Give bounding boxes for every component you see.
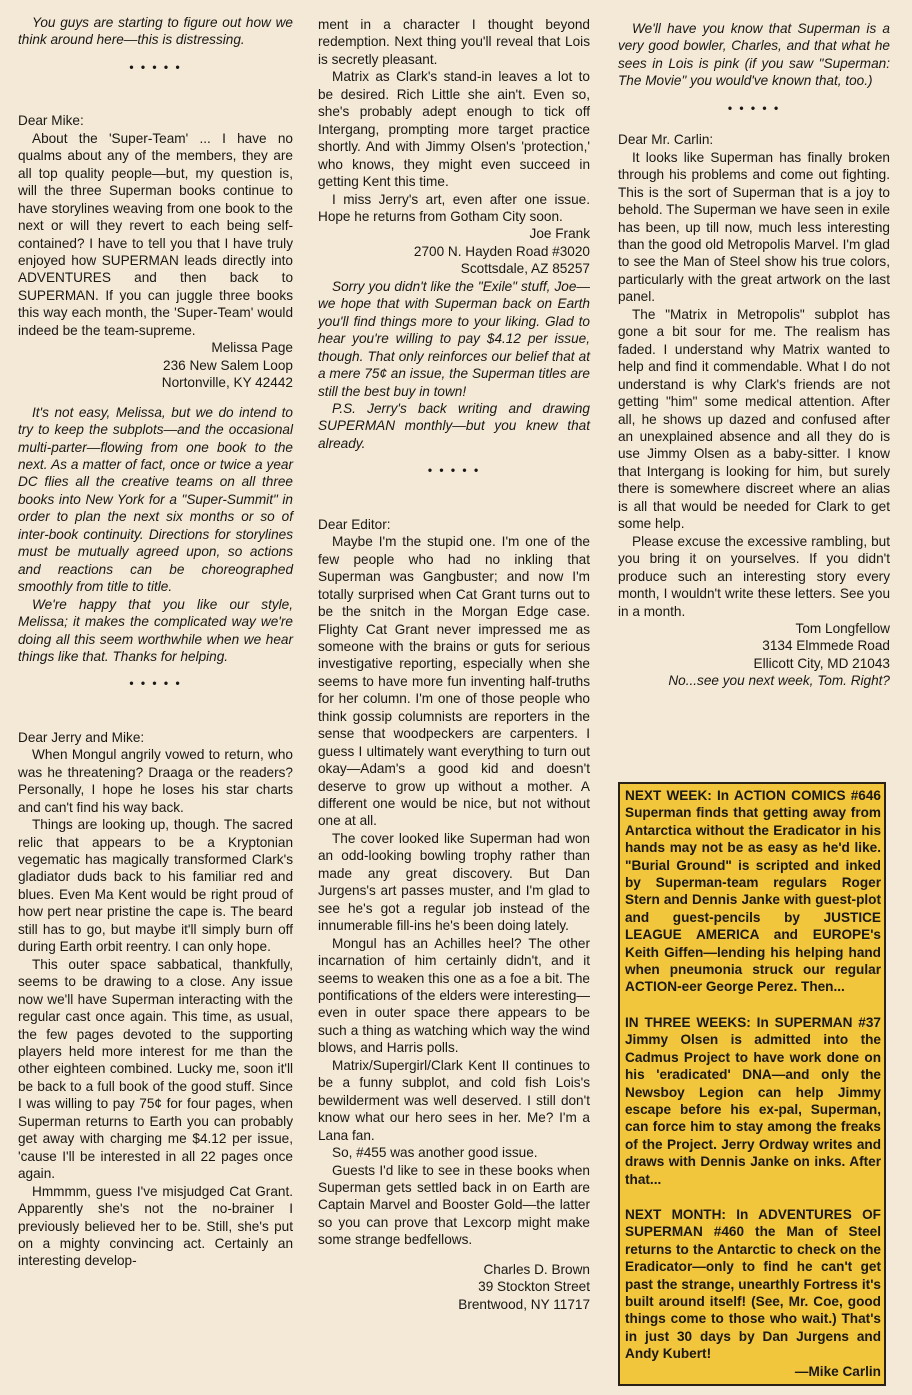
letter-paragraph: It looks like Superman has finally broken through his problems and come out fighting. This is the sort of Superman that is a joy to behold. The Superman we have seen in exile has been, up till now, much less interesting than the good old Metropolis Marvel. I'm glad to see the Man of Steel show his true colors, particularly with the great artwork on the last panel. <box>618 149 890 305</box>
editor-reply: P.S. Jerry's back writing and drawing SUPERMAN monthly—but you knew that already. <box>318 400 590 451</box>
letter-signature-address: 236 New Salem Loop <box>163 357 293 373</box>
editor-reply: No...see you next week, Tom. Right? <box>668 673 890 689</box>
box-signature: —Mike Carlin <box>794 1363 881 1379</box>
editor-reply: Sorry you didn't like the "Exile" stuff, Joe—we hope that with Superman back on Earth you'll find things more to your liking. Glad to hear you're willing to pay $4.12 per issue, though. That only reinforces our belief that at a mere 75¢ an issue, the Superman titles are still the best buy in town! <box>318 278 590 399</box>
letter-paragraph: This outer space sabbatical, thankfully, seems to be drawing to a close. Any issue now we'll have Superman interacting with the regular cast once again. This time, as usual, the few pages devoted to the supporting players held more interest for me than the other eighteen combined. Lucky me, soon it'll be back to a full book of the good stuff. Since I was willing to pay 75¢ for four pages, when Superman returns to Earth you can probably get away with charging me $4.12 per issue, 'cause I'll be interested in all 22 pages once again. <box>18 956 293 1182</box>
letter-salutation: Dear Jerry and Mike: <box>18 729 145 745</box>
letter-signature-name: Tom Longfellow <box>795 620 890 636</box>
column-middle <box>318 16 590 1313</box>
editor-reply: We'll have you know that Superman is a very good bowler, Charles, and that what he sees in Lois is pink (if you saw "Superman: The Movie" you would've known that, too.) <box>618 21 890 89</box>
three-weeks-section: IN THREE WEEKS: In SUPERMAN #37 Jimmy Olsen is admitted into the Cadmus Project to have work done on his 'eradicated' DNA—and only the Newsboy Legion can help Jimmy escape before his ex-pal, Superman, can force him to stay among the freaks of the Project. Jerry Ordway writes and draws with Dennis Janke on inks. After that... <box>625 1014 881 1187</box>
letter-paragraph: ment in a character I thought beyond redemption. Next thing you'll reveal that Lois is secretly pleasant. <box>318 17 590 67</box>
separator: • • • • • <box>129 676 182 691</box>
letter-paragraph: Please excuse the excessive rambling, but you bring it on yourselves. If you didn't produce such an interesting story every month, I wouldn't write these letters. See you in a month. <box>618 533 890 619</box>
letter-paragraph: Hmmmm, guess I've misjudged Cat Grant. Apparently she's not the no-brainer I previously believed her to be. Still, she's put on a mighty convincing act. Certainly an interesting develop- <box>18 1183 293 1269</box>
editor-reply: You guys are starting to figure out how we think around here—this is distressing. <box>18 15 293 48</box>
next-month-section: NEXT MONTH: In ADVENTURES OF SUPERMAN #460 the Man of Steel returns to the Antarctic to check on the Eradicator—only to find he can't get past the strange, unearthly Fortress it's built around itself! (See, Mr. Coe, good things come to those who wait.) That's in just 30 days by Dan Jurgens and Andy Kubert! <box>625 1206 881 1362</box>
letter-signature-name: Charles D. Brown <box>483 1261 590 1277</box>
letter-paragraph: The cover looked like Superman had won an odd-looking bowling trophy rather than made any great discovery. But Dan Jurgens's art passes muster, and I'm glad to see he's got a regular job instead of the innumerable fill-ins he's been doing lately. <box>318 830 590 934</box>
letter-paragraph: I miss Jerry's art, even after one issue. Hope he returns from Gotham City soon. <box>318 191 590 224</box>
separator: • • • • • <box>129 59 182 74</box>
next-issue-box <box>618 782 886 1386</box>
letter-signature-city: Brentwood, NY 11717 <box>458 1296 590 1312</box>
letter-signature-name: Joe Frank <box>529 226 590 242</box>
letter-paragraph: When Mongul angrily vowed to return, who was he threatening? Draaga or the readers? Personally, I hope he loses his star charts and can't find his way back. <box>18 747 293 815</box>
letter-paragraph: The "Matrix in Metropolis" subplot has gone a bit sour for me. The realism has faded. I understand why Matrix wanted to help and find it commendable. What I do not understand is why Clark's friends are not getting "him" some medical attention. After all, he shows up dazed and confused after an unexplained absence and all they do is use Jimmy Olsen as a baby-sitter. I know that Intergang is looking for him, but surely there is somewhere discreet where an alias is all that would be needed for Clark to get some help. <box>618 306 890 532</box>
letter-signature-city: Scottsdale, AZ 85257 <box>460 261 590 277</box>
letter-signature-city: Ellicott City, MD 21043 <box>753 655 890 671</box>
letter-signature-address: 39 Stockton Street <box>478 1279 590 1295</box>
letter-signature-address: 2700 N. Hayden Road #3020 <box>413 243 590 259</box>
letter-paragraph: Things are looking up, though. The sacred relic that appears to be a Kryptonian vegematic has magically transformed Clark's gladiator duds back to his familiar red and blues. Even Ma Kent would be right proud of how pert near pristine the cape is. The beard still has to go, but maybe it'll simply burn off during Earth orbit reentry. I can only hope. <box>18 817 293 955</box>
letter-paragraph: So, #455 was another good issue. <box>332 1145 538 1161</box>
letter-paragraph: About the 'Super-Team' ... I have no qualms about any of the members, they are all top quality people—but, my question is, will the three Superman books continue to have storylines weaving from one book to the next or will they revert to each being self-contained? I have to tell you that I have truly enjoyed how SUPERMAN leads directly into ADVENTURES and then back to SUPERMAN. If you can juggle three books this way each month, the 'Super-Team' would indeed be the team-supreme. <box>18 130 293 338</box>
separator: • • • • • <box>427 463 481 478</box>
separator: • • • • • <box>727 100 781 115</box>
letter-salutation: Dear Editor: <box>318 516 391 532</box>
column-left <box>18 14 293 1270</box>
letter-paragraph: Guests I'd like to see in these books when Superman gets settled back in on Earth are Captain Marvel and Booster Gold—the latter so you can prove that Lexcorp might make some strange bedfellows. <box>318 1162 590 1248</box>
letter-salutation: Dear Mike: <box>18 113 84 129</box>
letter-signature-city: Nortonville, KY 42442 <box>161 375 293 391</box>
letter-paragraph: Matrix as Clark's stand-in leaves a lot to be desired. Rich Little she ain't. Even so, she's probably adept enough to tick off Intergang, prompting more target practice shortly. And with Jimmy Olsen's 'protection,' who knows, they might even succeed in getting Kent this time. <box>318 69 590 190</box>
editor-reply: It's not easy, Melissa, but we do intend to try to keep the subplots—and the occasional multi-parter—flowing from one book to the next. As a matter of fact, once or twice a year DC flies all the creative teams on all three books into New York for a "Super-Summit" in order to plan the next six months or so of inter-book continuity. Directions for storylines must be mutually agreed upon, so actions and reactions can be choreographed smoothly from title to title. <box>18 404 293 595</box>
letter-paragraph: Matrix/Supergirl/Clark Kent II continues to be a funny subplot, and cold fish Lois's bewilderment was well deserved. I still don't know what our hero sees in her. Me? I'm a Lana fan. <box>318 1057 590 1143</box>
column-right <box>618 20 890 690</box>
letter-paragraph: Maybe I'm the stupid one. I'm one of the few people who had no inkling that Superman was Gangbuster; and now I'm totally surprised when Cat Grant turns out to be the snitch in the Morgan Edge case. Flighty Cat Grant never impressed me as someone with the brains or guts for serious investigative reporting, especially when she seems to have more fun inventing half-truths for her column. I'm one of those people who think gossip columnists are reporters in the sense that woodpeckers are carpenters. I guess I ultimately want everything to turn out okay—Adam's a good kid and doesn't deserve to grow up without a mother. A different one would be nice, but not without one at all. <box>318 534 590 829</box>
letter-signature-address: 3134 Elmmede Road <box>762 638 890 654</box>
next-week-section: NEXT WEEK: In ACTION COMICS #646 Superman finds that getting away from Antarctica without the Eradicator in his hands may not be as easy as he'd like. "Burial Ground" is scripted and inked by Superman-team regulars Roger Stern and Dennis Janke with guest-plot and guest-pencils by JUSTICE LEAGUE AMERICA and EUROPE's Keith Giffen—lending his helping hand when pneumonia struck our regular ACTION-eer George Perez. Then... <box>625 788 881 995</box>
letter-paragraph: Mongul has an Achilles heel? The other incarnation of him certainly didn't, and it seems to weaken this one as a foe a bit. The pontifications of the elders were interesting—even in outer space there appears to be such a thing as watching which way the wind blows, and Harris polls. <box>318 935 590 1056</box>
editor-reply: We're happy that you like our style, Melissa; it makes the complicated way we're doing all this seem worthwhile when we hear things like that. Thanks for helping. <box>18 596 293 664</box>
letter-salutation: Dear Mr. Carlin: <box>618 132 714 148</box>
letter-signature-name: Melissa Page <box>211 340 293 356</box>
